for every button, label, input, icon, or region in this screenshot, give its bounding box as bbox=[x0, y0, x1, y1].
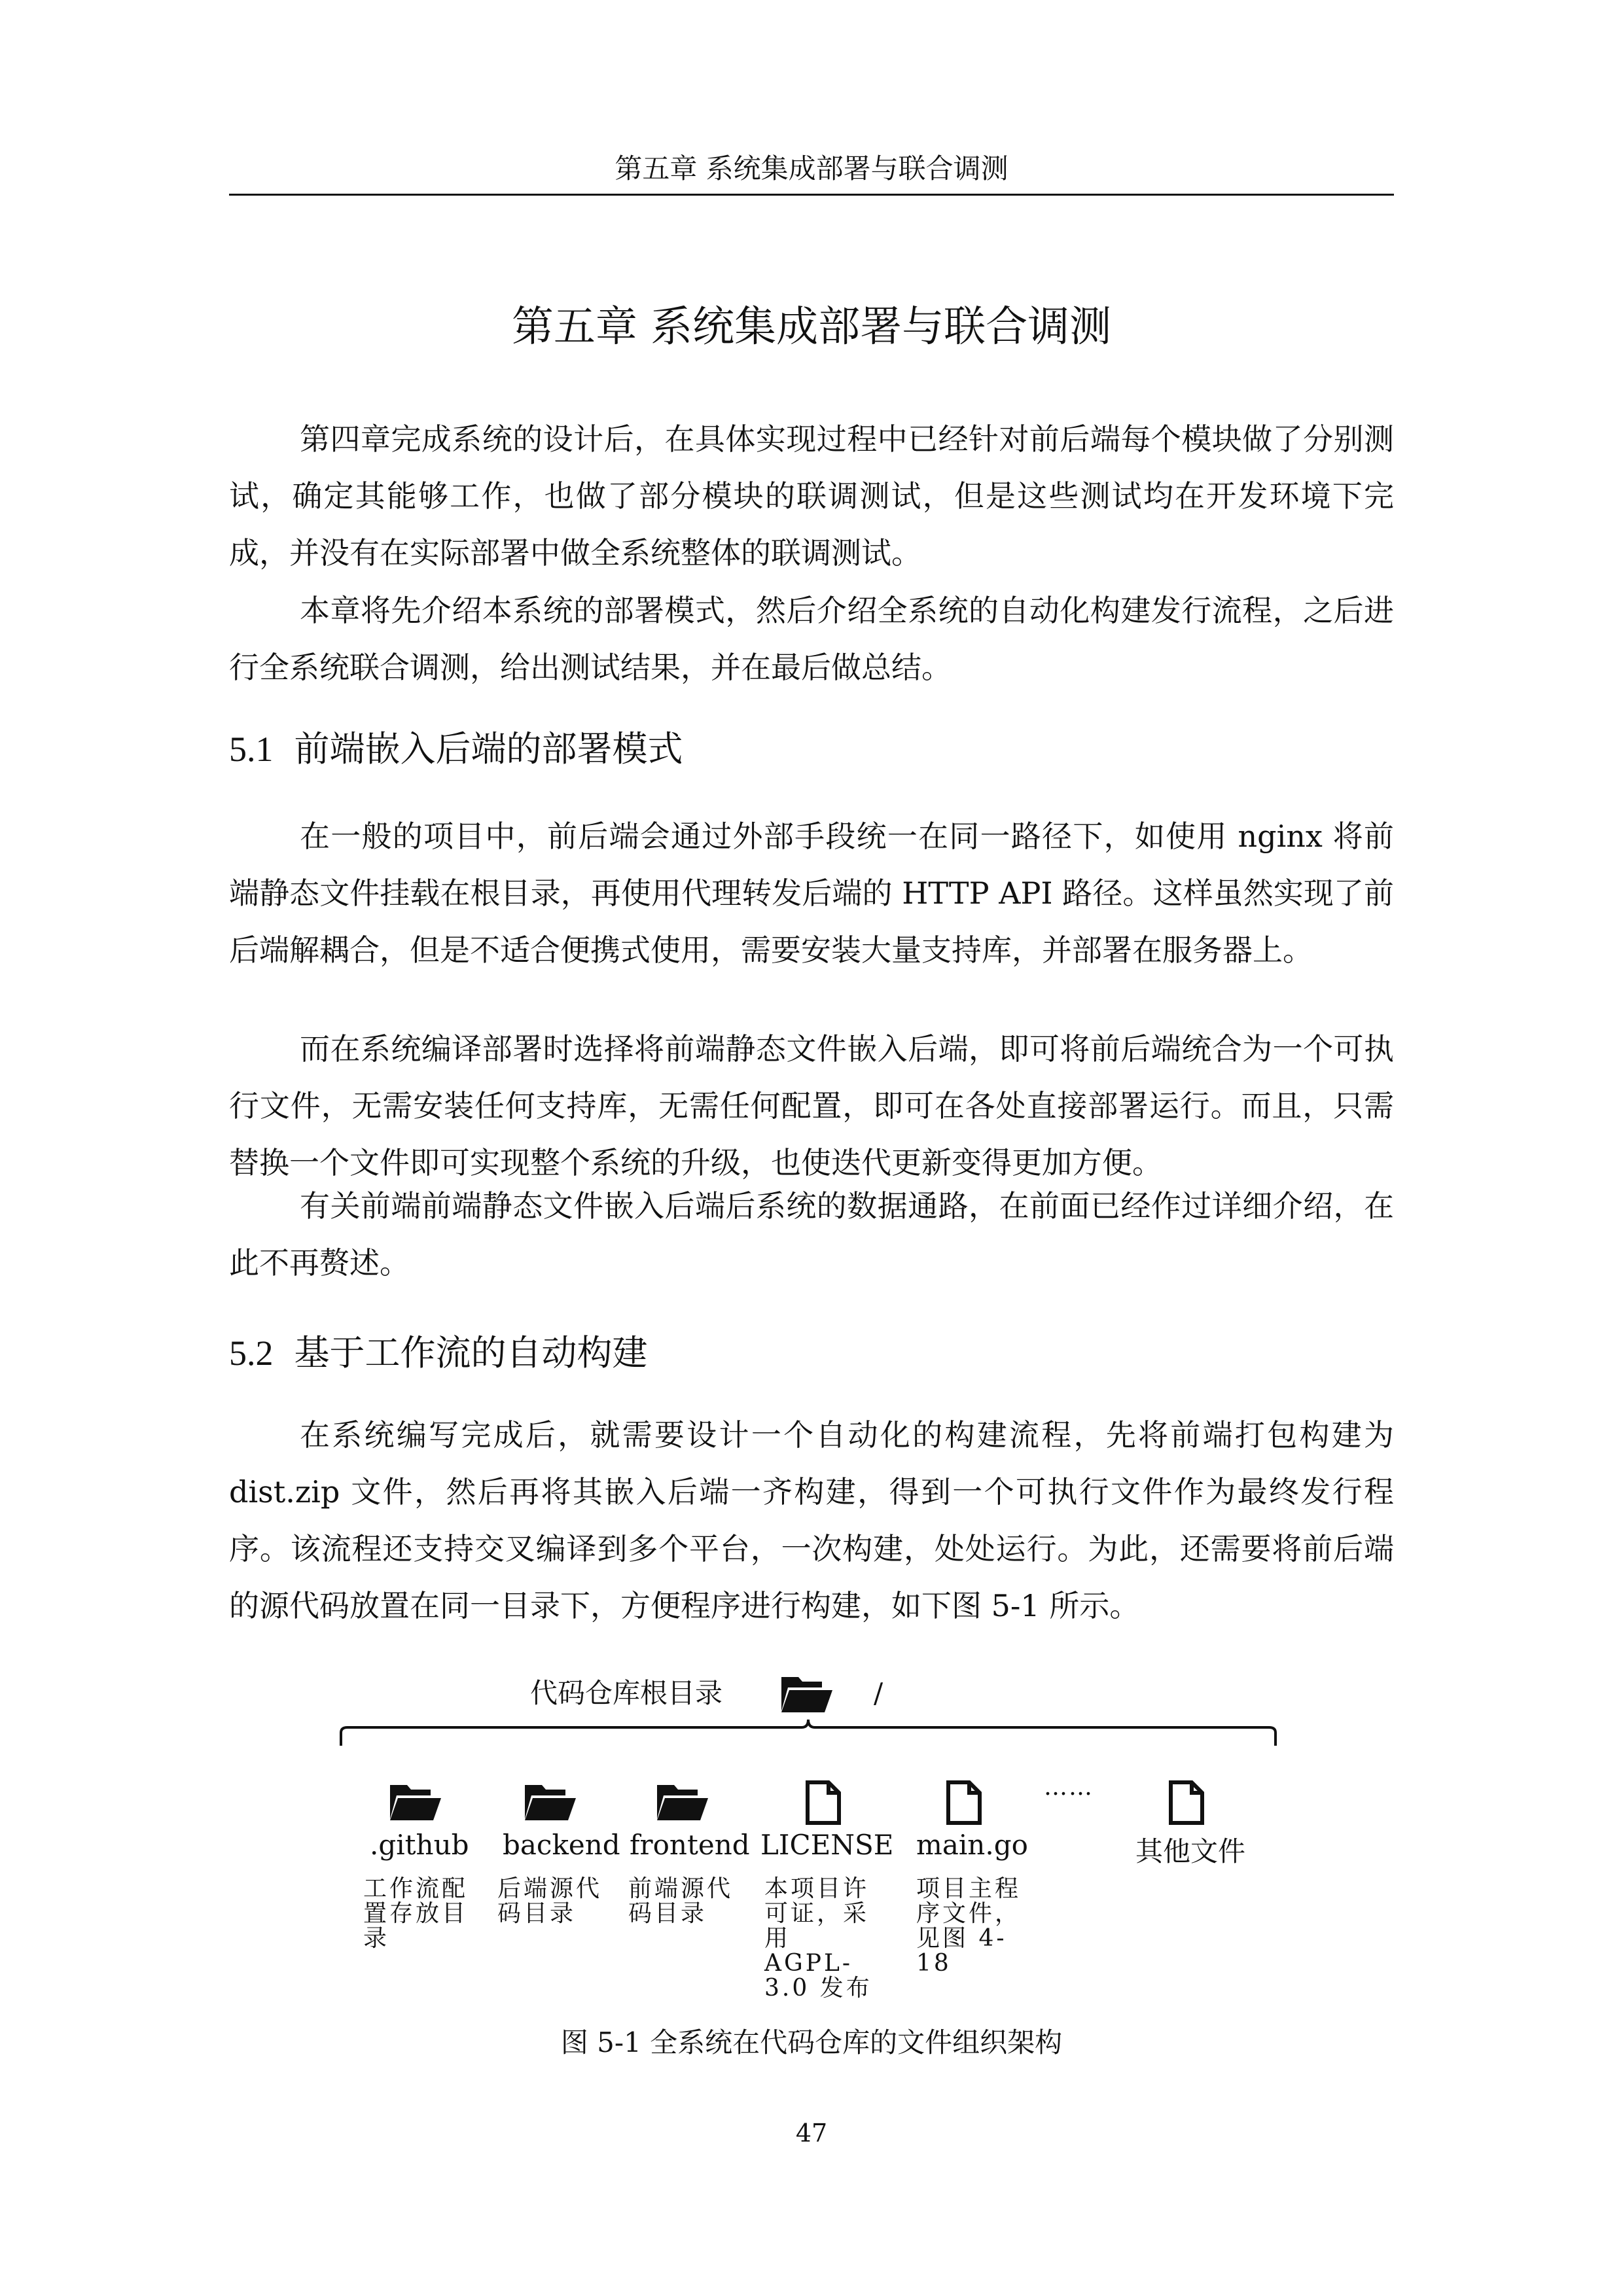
ellipsis: …… bbox=[1044, 1774, 1094, 1801]
folder-open-icon bbox=[779, 1672, 834, 1718]
item-description: 前端源代码目录 bbox=[628, 1875, 734, 1927]
item-description: 本项目许可证，采用 AGPL-3.0 发布 bbox=[764, 1875, 872, 2002]
section-5-1-paragraph-1: 在一般的项目中，前后端会通过外部手段统一在同一路径下，如使用 nginx 将前端静态文件挂载在根目录，再使用代理转发后端的 HTTP API 路径。这样虽然实现了前后端解耦合，但是不适合便携式使用，需要安装大量支持库，并部署在服务器上。 bbox=[229, 819, 1394, 968]
chapter-title: 第五章 系统集成部署与联合调测 bbox=[511, 303, 1112, 351]
running-header: 第五章 系统集成部署与联合调测 bbox=[615, 152, 1008, 185]
item-description: 工作流配置存放目录 bbox=[363, 1875, 469, 1952]
section-title: 基于工作流的自动构建 bbox=[294, 1332, 648, 1373]
file-icon bbox=[1168, 1780, 1205, 1828]
item-name: backend bbox=[503, 1829, 620, 1861]
item-name: main.go bbox=[916, 1829, 1028, 1861]
item-name: 其他文件 bbox=[1135, 1835, 1246, 1867]
item-name: frontend bbox=[630, 1829, 750, 1861]
root-directory-label: 代码仓库根目录 bbox=[530, 1677, 723, 1709]
intro-paragraph-2: 本章将先介绍本系统的部署模式，然后介绍全系统的自动化构建发行流程，之后进行全系统联合调测，给出测试结果，并在最后做总结。 bbox=[229, 593, 1394, 685]
section-heading-5-1 bbox=[229, 723, 1394, 775]
section-title: 前端嵌入后端的部署模式 bbox=[294, 728, 683, 769]
file-icon bbox=[805, 1780, 842, 1828]
section-number: 5.2 bbox=[229, 1333, 274, 1373]
section-5-2-paragraph-1: 在系统编写完成后，就需要设计一个自动化的构建流程，先将前端打包构建为 dist.zip 文件，然后再将其嵌入后端一齐构建，得到一个可执行文件作为最终发行程序。该流程还支持交叉编译到多个平台，一次构建，处处运行。为此，还需要将前后端的源代码放置在同一目录下，方便程序进行构建，如下图 5-1 所示。 bbox=[229, 1417, 1394, 1623]
folder-open-icon bbox=[654, 1780, 709, 1826]
section-5-1-paragraph-3: 有关前端前端静态文件嵌入后端后系统的数据通路，在前面已经作过详细介绍，在此不再赘述。 bbox=[229, 1188, 1394, 1280]
section-5-1-paragraph-2: 而在系统编译部署时选择将前端静态文件嵌入后端，即可将前后端统合为一个可执行文件，无需安装任何支持库，无需任何配置，即可在各处直接部署运行。而且，只需替换一个文件即可实现整个系统的升级，也使迭代更新变得更加方便。 bbox=[229, 1031, 1394, 1180]
item-name: LICENSE bbox=[760, 1829, 894, 1861]
folder-open-icon bbox=[387, 1780, 442, 1826]
file-icon bbox=[946, 1780, 982, 1828]
intro-paragraph-1: 第四章完成系统的设计后，在具体实现过程中已经针对前后端每个模块做了分别测试，确定其能够工作，也做了部分模块的联调测试，但是这些测试均在开发环境下完成，并没有在实际部署中做全系统整体的联调测试。 bbox=[229, 421, 1394, 571]
item-description: 项目主程序文件，见图 4-18 bbox=[916, 1875, 1022, 1977]
header-rule bbox=[229, 194, 1394, 196]
section-number: 5.1 bbox=[229, 730, 274, 769]
item-name: .github bbox=[370, 1829, 469, 1861]
folder-open-icon bbox=[522, 1780, 577, 1826]
page-number: 47 bbox=[795, 2119, 828, 2147]
figure-caption: 图 5-1 全系统在代码仓库的文件组织架构 bbox=[560, 2026, 1063, 2058]
directory-brace bbox=[337, 1716, 1279, 1768]
section-heading-5-2 bbox=[229, 1327, 1394, 1379]
root-path: / bbox=[874, 1677, 883, 1709]
item-description: 后端源代码目录 bbox=[497, 1875, 603, 1927]
